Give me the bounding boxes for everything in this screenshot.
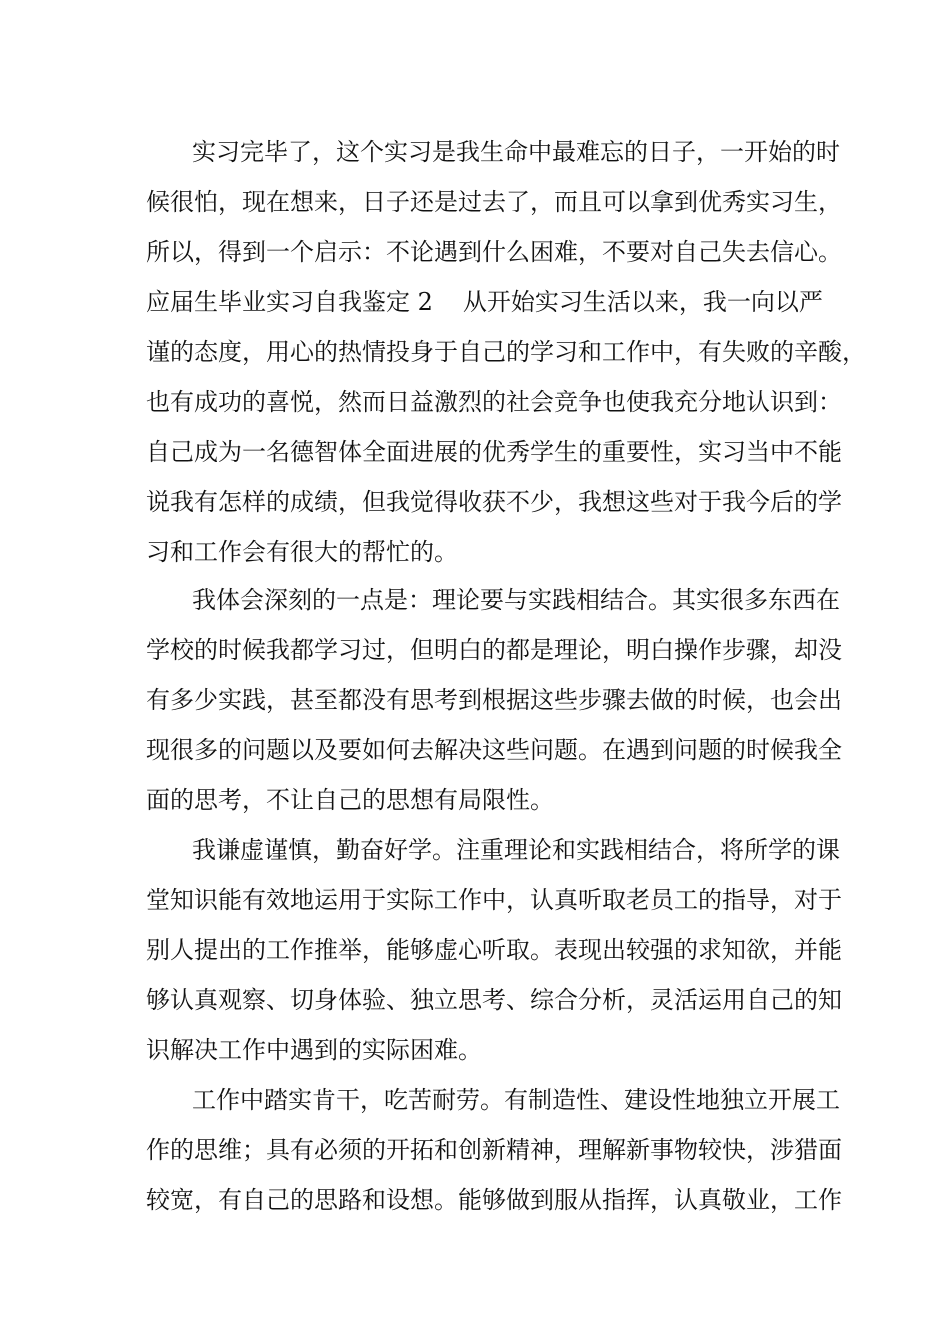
paragraph-line: 我谦虚谨慎，勤奋好学。注重理论和实践相结合，将所学的课	[192, 836, 840, 864]
paragraph-text: 从开始实习生活以来，我一向以严	[462, 288, 823, 316]
paragraph-line: 堂知识能有效地运用于实际工作中，认真听取老员工的指导，对于	[146, 886, 842, 914]
paragraph-line: 识解决工作中遇到的实际困难。	[146, 1036, 482, 1064]
paragraph-line: 较宽，有自己的思路和设想。能够做到服从指挥，认真敬业，工作	[146, 1186, 842, 1214]
paragraph-line: 别人提出的工作推举，能够虚心听取。表现出较强的求知欲，并能	[146, 936, 842, 964]
paragraph-line: 候很怕，现在想来，日子还是过去了，而且可以拿到优秀实习生，	[146, 188, 842, 216]
paragraph-line: 面的思考，不让自己的思想有局限性。	[146, 786, 554, 814]
paragraph-line: 有多少实践，甚至都没有思考到根据这些步骤去做的时候，也会出	[146, 686, 842, 714]
paragraph-line: 作的思维；具有必须的开拓和创新精神，理解新事物较快，涉猎面	[146, 1136, 842, 1164]
paragraph-line: 说我有怎样的成绩，但我觉得收获不少，我想这些对于我今后的学	[146, 488, 842, 516]
paragraph-line: 我体会深刻的一点是：理论要与实践相结合。其实很多东西在	[192, 586, 840, 614]
paragraph-line: 谨的态度，用心的热情投身于自己的学习和工作中，有失败的辛酸，	[146, 338, 866, 366]
heading-line	[146, 282, 826, 322]
paragraph-line: 自己成为一名德智体全面进展的优秀学生的重要性，实习当中不能	[146, 438, 842, 466]
paragraph-line: 也有成功的喜悦，然而日益激烈的社会竞争也使我充分地认识到：	[146, 388, 842, 416]
section-heading: 应届生毕业实习自我鉴定 2	[146, 288, 433, 316]
paragraph-line: 学校的时候我都学习过，但明白的都是理论，明白操作步骤，却没	[146, 636, 842, 664]
paragraph-line: 所以，得到一个启示：不论遇到什么困难，不要对自己失去信心。	[146, 238, 842, 266]
paragraph-line: 现很多的问题以及要如何去解决这些问题。在遇到问题的时候我全	[146, 736, 842, 764]
paragraph-line: 工作中踏实肯干，吃苦耐劳。有制造性、建设性地独立开展工	[192, 1086, 840, 1114]
paragraph-line: 实习完毕了，这个实习是我生命中最难忘的日子，一开始的时	[192, 138, 840, 166]
paragraph-line: 够认真观察、切身体验、独立思考、综合分析，灵活运用自己的知	[146, 986, 842, 1014]
paragraph-line: 习和工作会有很大的帮忙的。	[146, 538, 458, 566]
